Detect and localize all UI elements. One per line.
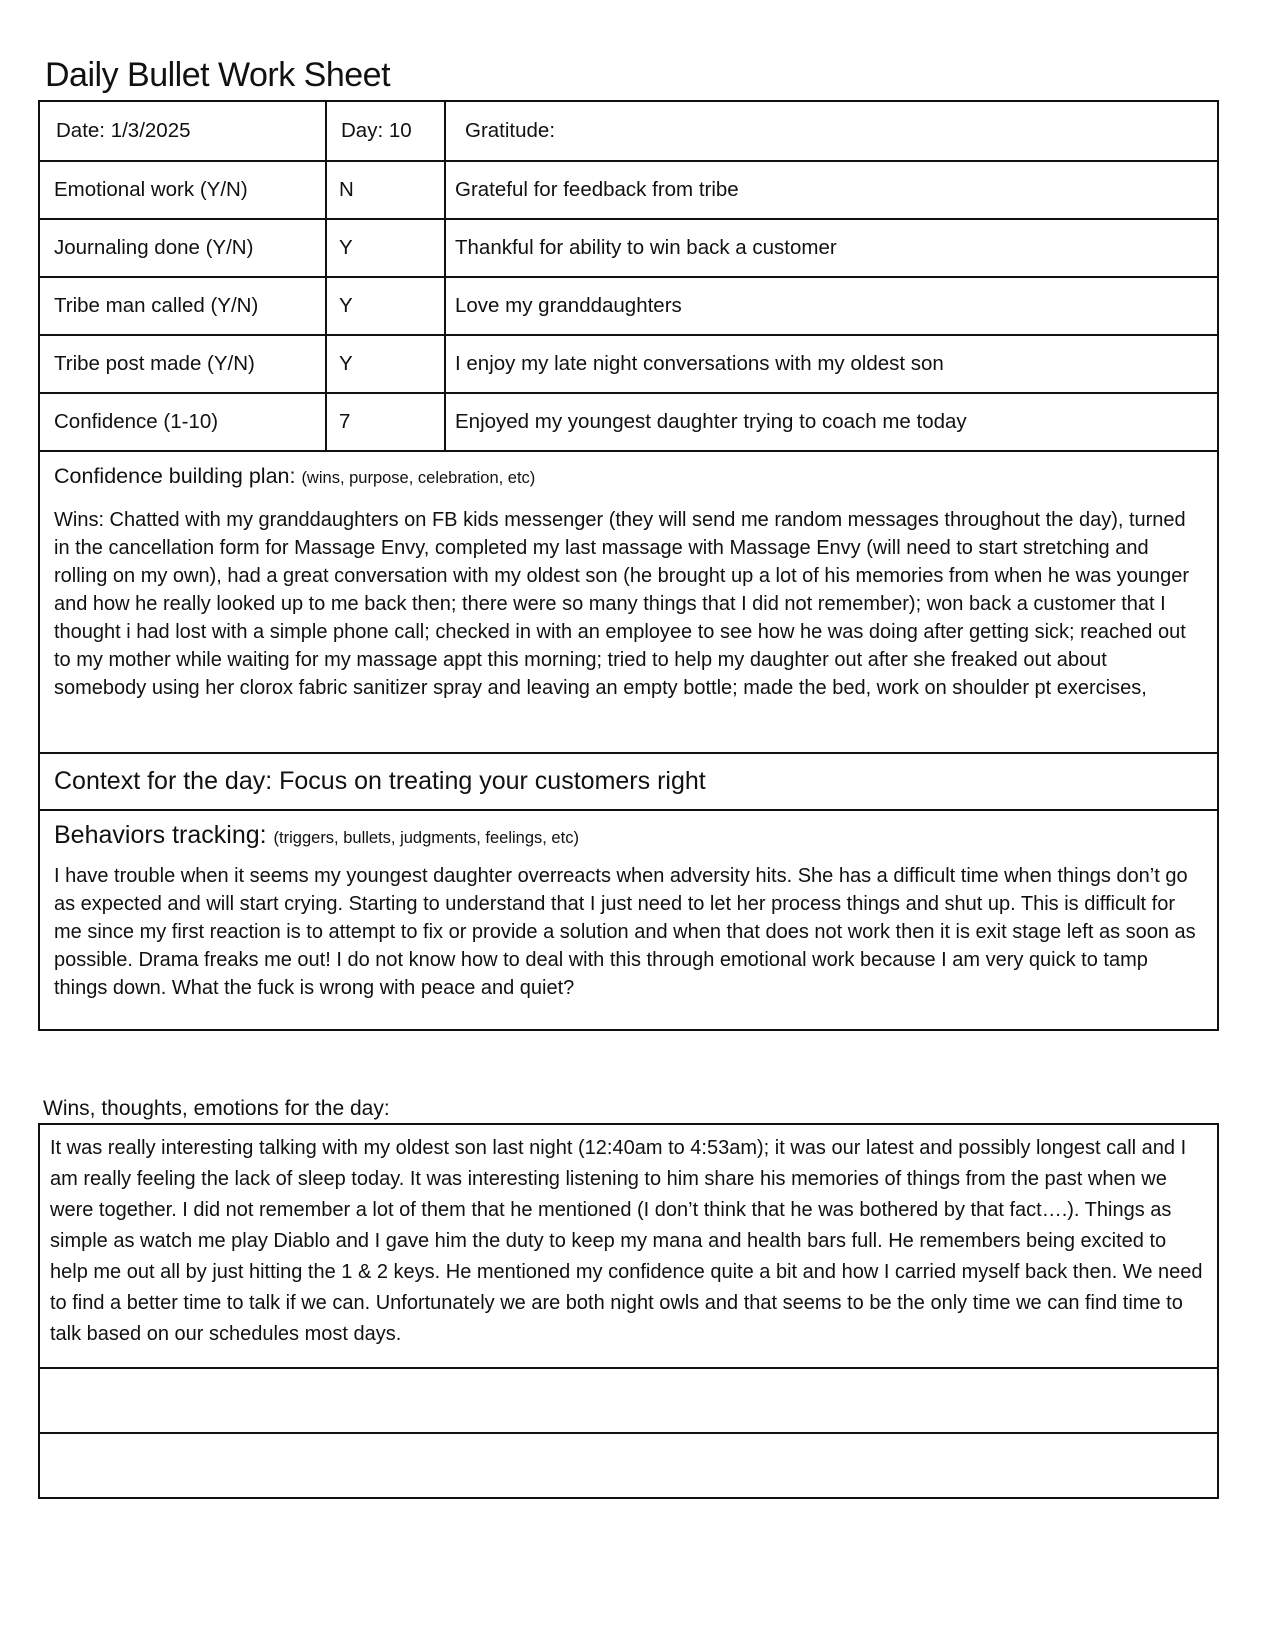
gratitude-entry[interactable]: Love my granddaughters <box>455 294 682 317</box>
confidence-plan-text[interactable]: Wins: Chatted with my granddaughters on FB kids messenger (they will send me random messages throughout the day), turned in the cancellation form for Massage Envy, completed my last massage with Massage Envy (will need to start stretching and rolling on my own), had a great conversation with my oldest son (he brought up a lot of his memories from when he was younger and how he really looked up to me back then; there were so many things that I did not remember); won back a customer that I thought i had lost with a simple phone call; checked in with an employee to see how he was doing after getting sick; reached out to my mother while waiting for my massage appt this morning; tried to help my daughter out after she freaked out about somebody using her clorox fabric sanitizer spray and leaving an empty bottle; made the bed, work on shoulder pt exercises, <box>54 509 1190 699</box>
tracking-row-tribe-post <box>40 336 1217 394</box>
wins-text[interactable]: It was really interesting talking with my oldest son last night (12:40am to 4:53am); it was our latest and possibly longest call and I am really feeling the lack of sleep today. It was interesting listening to him share his memories of things from the past when we were together. I did not remember a lot of them that he mentioned (I don’t think that he was bothered by that fact….). Things as simple as watch me play Diablo and I gave him the duty to keep my mana and health bars full. He remembers being excited to help me out all by just hitting the 1 & 2 keys. He mentioned my confidence quite a bit and how I carried myself back then. We need to find a better time to talk if we can. Unfortunately we are both night owls and that seems to be the only time we can find time to talk based on our schedules most days. <box>40 1125 1217 1369</box>
row-label: Emotional work (Y/N) <box>40 162 327 218</box>
behaviors-section <box>40 811 1217 1029</box>
row-label: Confidence (1-10) <box>40 394 327 450</box>
behaviors-block <box>40 811 1217 1047</box>
row-value[interactable]: Y <box>327 336 446 392</box>
gratitude-header: Gratitude: <box>465 119 556 142</box>
worksheet-table <box>38 100 1219 1031</box>
gratitude-entry[interactable]: Grateful for feedback from tribe <box>455 178 739 201</box>
header-row <box>40 102 1217 162</box>
confidence-plan-hint: (wins, purpose, celebration, etc) <box>301 469 536 487</box>
confidence-plan-block <box>40 452 1217 752</box>
tracking-row-journaling <box>40 220 1217 278</box>
blank-entry-row[interactable] <box>40 1369 1217 1434</box>
day-cell[interactable]: Day: 10 <box>327 102 446 160</box>
wins-table <box>38 1123 1219 1499</box>
behaviors-hint: (triggers, bullets, judgments, feelings, etc) <box>273 829 579 847</box>
context-for-day[interactable]: Context for the day: Focus on treating your customers right <box>40 754 1217 811</box>
confidence-plan-heading: Confidence building plan: <box>54 464 302 488</box>
blank-entry-row[interactable] <box>40 1434 1217 1497</box>
row-label: Tribe man called (Y/N) <box>40 278 327 334</box>
row-value[interactable]: Y <box>327 278 446 334</box>
gratitude-entry[interactable]: Enjoyed my youngest daughter trying to coach me today <box>455 410 967 433</box>
gratitude-entry[interactable]: I enjoy my late night conversations with my oldest son <box>455 352 944 375</box>
row-value[interactable]: N <box>327 162 446 218</box>
row-value[interactable]: Y <box>327 220 446 276</box>
wins-section-label: Wins, thoughts, emotions for the day: <box>43 1097 390 1120</box>
confidence-plan-section <box>40 452 1217 754</box>
row-label: Tribe post made (Y/N) <box>40 336 327 392</box>
row-value[interactable]: 7 <box>327 394 446 450</box>
behaviors-heading: Behaviors tracking: <box>54 821 274 849</box>
tracking-row-confidence <box>40 394 1217 452</box>
tracking-row-emotional-work <box>40 162 1217 220</box>
tracking-row-tribe-call <box>40 278 1217 336</box>
behaviors-text[interactable]: I have trouble when it seems my youngest daughter overreacts when adversity hits. She has a difficult time when things don’t go as expected and will start crying. Starting to understand that I just need to let her process things and shut up. This is difficult for me since my first reaction is to attempt to fix or provide a solution and when that does not work then it is exit stage left as soon as possible. Drama freaks me out! I do not know how to deal with this through emotional work because I am very quick to tamp things down. What the fuck is wrong with peace and quiet? <box>54 865 1196 999</box>
page-title: Daily Bullet Work Sheet <box>45 56 391 94</box>
gratitude-entry[interactable]: Thankful for ability to win back a customer <box>455 236 837 259</box>
row-label: Journaling done (Y/N) <box>40 220 327 276</box>
date-cell[interactable]: Date: 1/3/2025 <box>40 102 327 160</box>
